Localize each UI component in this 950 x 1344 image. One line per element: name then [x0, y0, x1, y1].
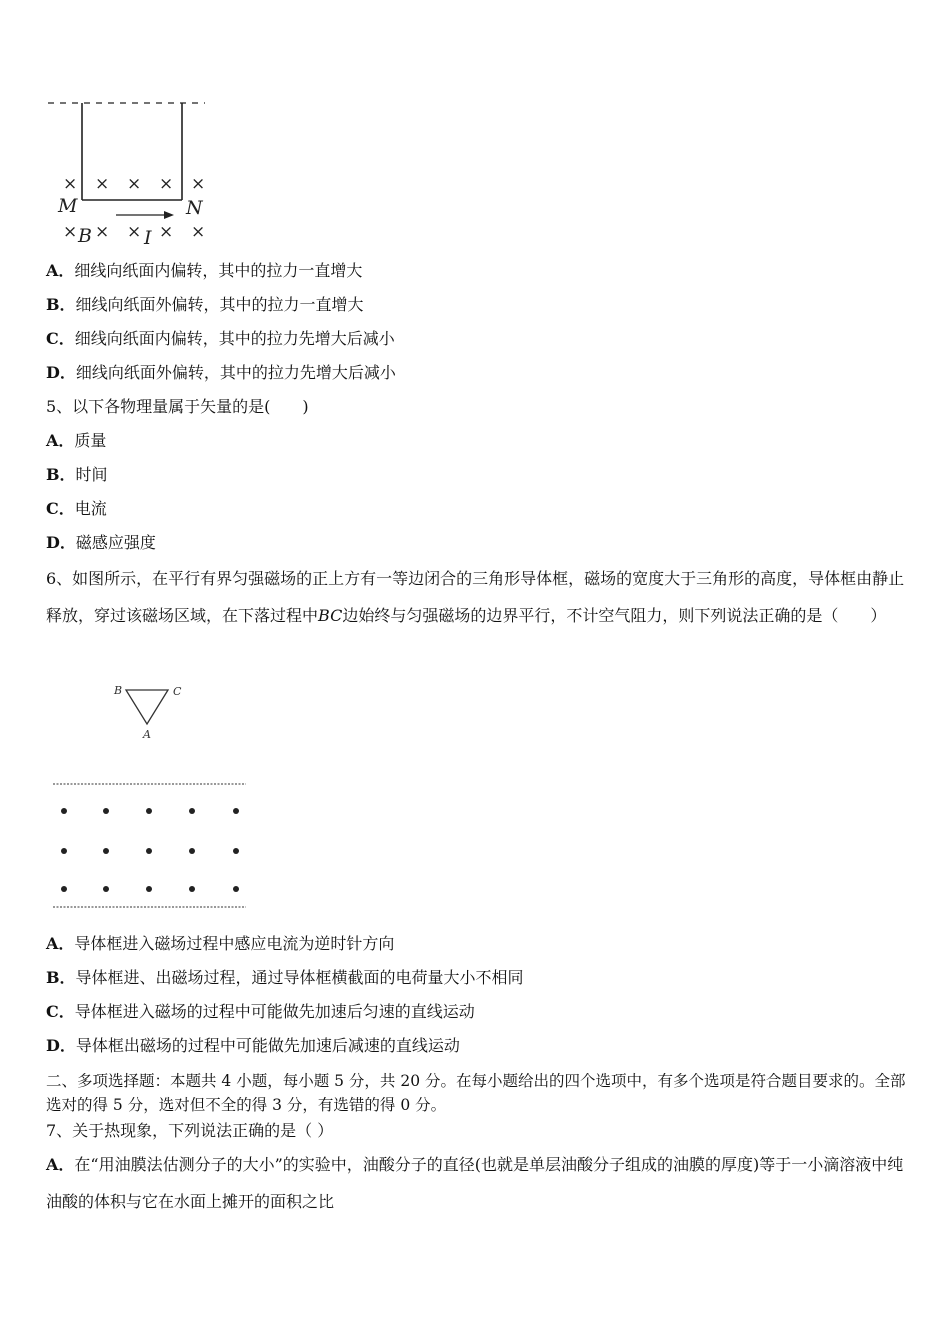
field-dot [233, 886, 239, 892]
q6-option-c [46, 1002, 475, 1022]
q4-option-b [46, 295, 364, 315]
triangle-label-a: A [143, 728, 151, 741]
option-label: D． [46, 363, 76, 382]
field-cross: × [95, 222, 110, 242]
option-text: 导体框进入磁场的过程中可能做先加速后匀速的直线运动 [74, 1002, 475, 1021]
option-text: 导体框出磁场的过程中可能做先加速后减速的直线运动 [75, 1036, 460, 1055]
field-cross: × [191, 222, 206, 242]
field-dot [146, 886, 152, 892]
triangle-field-figure [46, 680, 256, 915]
field-cross: × [159, 222, 174, 242]
label-m: M [58, 195, 78, 217]
field-cross: × [127, 174, 142, 194]
q5-option-b [46, 465, 108, 485]
field-cross: × [63, 222, 78, 242]
field-cross: × [95, 174, 110, 194]
option-text: 时间 [75, 465, 108, 484]
option-text: 质量 [74, 431, 107, 450]
field-dot [103, 848, 109, 854]
q5-option-a [46, 431, 106, 451]
q5-option-c [46, 499, 107, 519]
option-text: 导体框进、出磁场过程，通过导体框横截面的电荷量大小不相同 [75, 968, 524, 987]
triangle-label-c: C [173, 685, 182, 698]
option-text: 细线向纸面内偏转，其中的拉力先增大后减小 [74, 329, 395, 348]
option-label: A． [46, 934, 75, 953]
option-label: C． [46, 1002, 75, 1021]
field-cross: × [63, 174, 78, 194]
q6-stem-part2: 边始终与匀强磁场的边界平行，不计空气阻力，则下列说法正确的是（ ） [342, 606, 887, 625]
option-text: 在“用油膜法估测分子的大小”的实验中，油酸分子的直径(也就是单层油酸分子组成的油膜的厚度)等于一小滴溶液中纯油酸的体积与它在水面上摊开的面积之比 [46, 1155, 904, 1211]
q7-stem: 7、关于热现象，下列说法正确的是（ ） [46, 1121, 334, 1140]
q4-option-a [46, 261, 362, 281]
field-dot [233, 808, 239, 814]
q5-option-d [46, 533, 156, 553]
option-label: A． [46, 431, 75, 450]
option-label: B． [46, 295, 76, 314]
q6-stem-bc: BC [318, 606, 343, 625]
field-dot [61, 848, 67, 854]
label-i: I [144, 227, 152, 249]
triangle-label-b: B [114, 684, 123, 697]
field-dot [189, 808, 195, 814]
field-dot [103, 886, 109, 892]
q6-stem [46, 560, 916, 634]
field-dot [189, 848, 195, 854]
field-dot [61, 808, 67, 814]
field-dot [61, 886, 67, 892]
option-label: A． [46, 261, 75, 280]
option-label: D． [46, 1036, 76, 1055]
option-label: B． [46, 968, 76, 987]
label-b: B [78, 225, 92, 247]
triangle-frame [126, 690, 168, 724]
option-label: A． [46, 1155, 75, 1174]
option-text: 磁感应强度 [75, 533, 156, 552]
q6-stem-part1: 6、如图所示，在平行有界匀强磁场的正上方有一等边闭合的三角形导体框，磁场的宽度大于三角形的高度，导体框由静止释放，穿过该磁场区域，在下落过程中 [46, 569, 905, 625]
q7-option-a [46, 1146, 916, 1220]
label-n: N [186, 197, 203, 219]
q5-stem: 5、以下各物理量属于矢量的是( ) [46, 397, 309, 416]
section-heading: 二、多项选择题：本题共 4 小题，每小题 5 分，共 20 分。在每小题给出的四个选项中，有多个选项是符合题目要求的。全部选对的得 5 分，选对但不全的得 3 分，有选错的得 0 分。 [46, 1072, 906, 1114]
wire-frame-figure [40, 90, 220, 250]
field-dot [146, 848, 152, 854]
option-label: C． [46, 329, 75, 348]
q6-option-b [46, 968, 524, 988]
option-label: C． [46, 499, 75, 518]
field-cross: × [191, 174, 206, 194]
option-text: 细线向纸面内偏转，其中的拉力一直增大 [74, 261, 363, 280]
field-cross: × [127, 222, 142, 242]
field-dot [189, 886, 195, 892]
option-text: 电流 [74, 499, 107, 518]
q6-option-d [46, 1036, 460, 1056]
option-text: 导体框进入磁场过程中感应电流为逆时针方向 [74, 934, 395, 953]
current-arrowhead [164, 211, 174, 219]
q4-option-d [46, 363, 396, 383]
option-text: 细线向纸面外偏转，其中的拉力一直增大 [75, 295, 364, 314]
q6-option-a [46, 934, 394, 954]
field-dot [233, 848, 239, 854]
option-label: B． [46, 465, 76, 484]
field-dot [146, 808, 152, 814]
option-label: D． [46, 533, 76, 552]
field-cross: × [159, 174, 174, 194]
q4-option-c [46, 329, 395, 349]
field-dot [103, 808, 109, 814]
option-text: 细线向纸面外偏转，其中的拉力先增大后减小 [75, 363, 396, 382]
